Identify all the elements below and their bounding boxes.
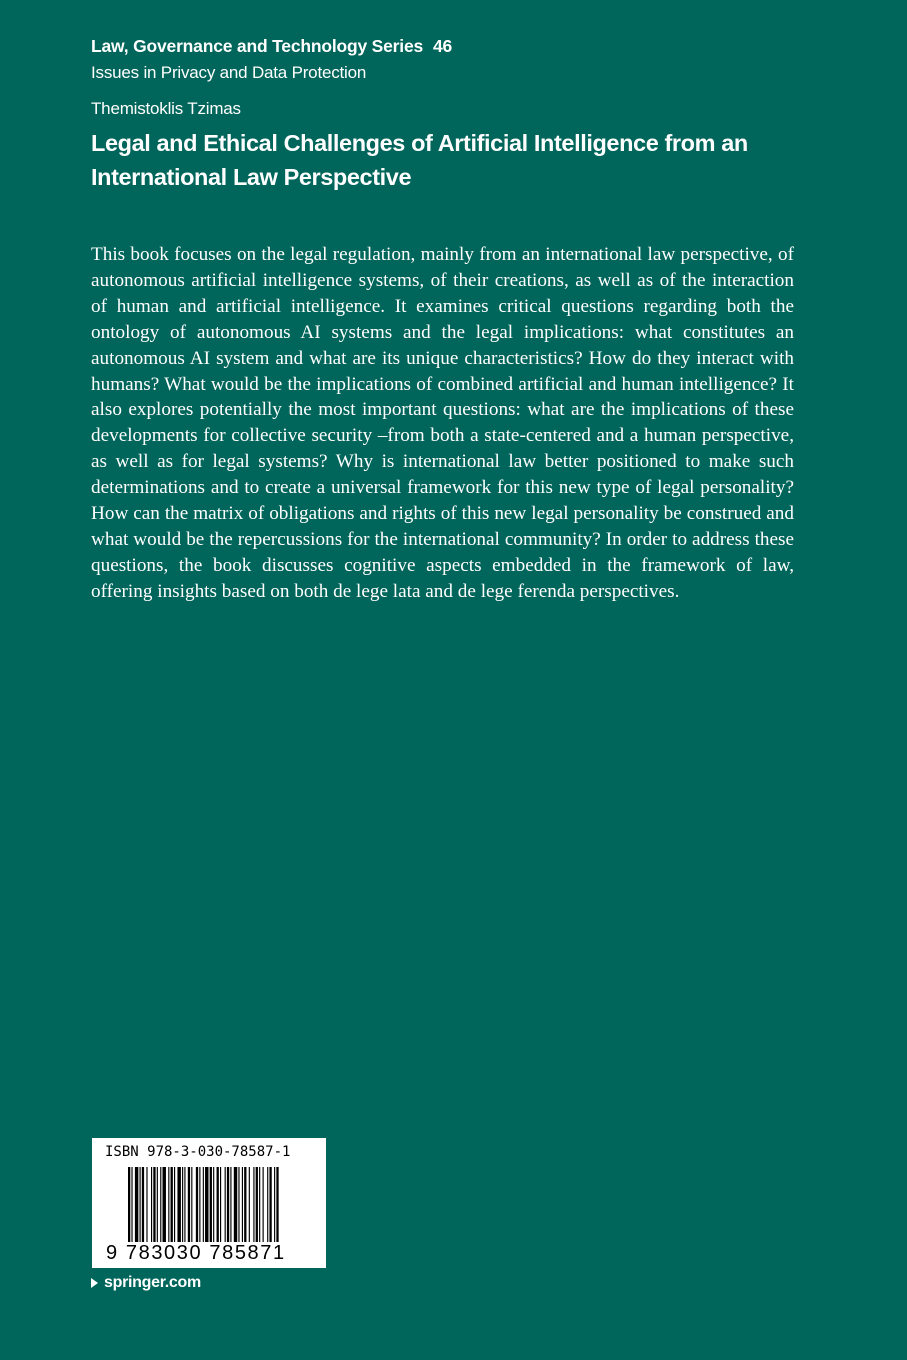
- subseries-name: Issues in Privacy and Data Protection: [91, 63, 367, 82]
- book-title: Legal and Ethical Challenges of Artificial Intelligence from an International Law Perspective: [91, 130, 748, 190]
- author-name: Themistoklis Tzimas: [91, 99, 241, 118]
- series-name: Law, Governance and Technology Series: [91, 36, 424, 56]
- barcode-digits: 9 783030 785871: [106, 1242, 286, 1264]
- book-description: This book focuses on the legal regulation, mainly from an international law perspective, of autonomous artificial intelligence systems, of their creations, as well as of the interaction of human and artificial intelligence. It examines critical questions regarding both the ontology of autonomous AI systems and the legal implications: what constitutes an autonomous AI system and what are its unique characteristics? How do they interact with humans? What would be the implications of combined artificial and human intelligence? It also explores potentially the most important questions: what are the implications of these developments for collective security –from both a state-centered and a human perspective, as well as for legal systems? Why is international law better positioned to make such determinations and to create a universal framework for this new type of legal personality? How can the matrix of obligations and rights of this new legal personality be construed and what would be the repercussions for the international community? In order to address these questions, the book discusses cognitive aspects embedded in the framework of law, offering insights based on both de lege lata and de lege ferenda perspectives.: [91, 244, 794, 602]
- isbn-barcode-box: [92, 1138, 326, 1268]
- series-line: [91, 34, 851, 58]
- publisher-link[interactable]: [91, 1272, 201, 1294]
- arrow-right-icon: [91, 1278, 98, 1288]
- series-number: 46: [433, 36, 453, 56]
- publisher-url[interactable]: springer.com: [104, 1274, 201, 1291]
- header: [91, 34, 851, 194]
- isbn-label: ISBN 978-3-030-78587-1: [105, 1144, 291, 1160]
